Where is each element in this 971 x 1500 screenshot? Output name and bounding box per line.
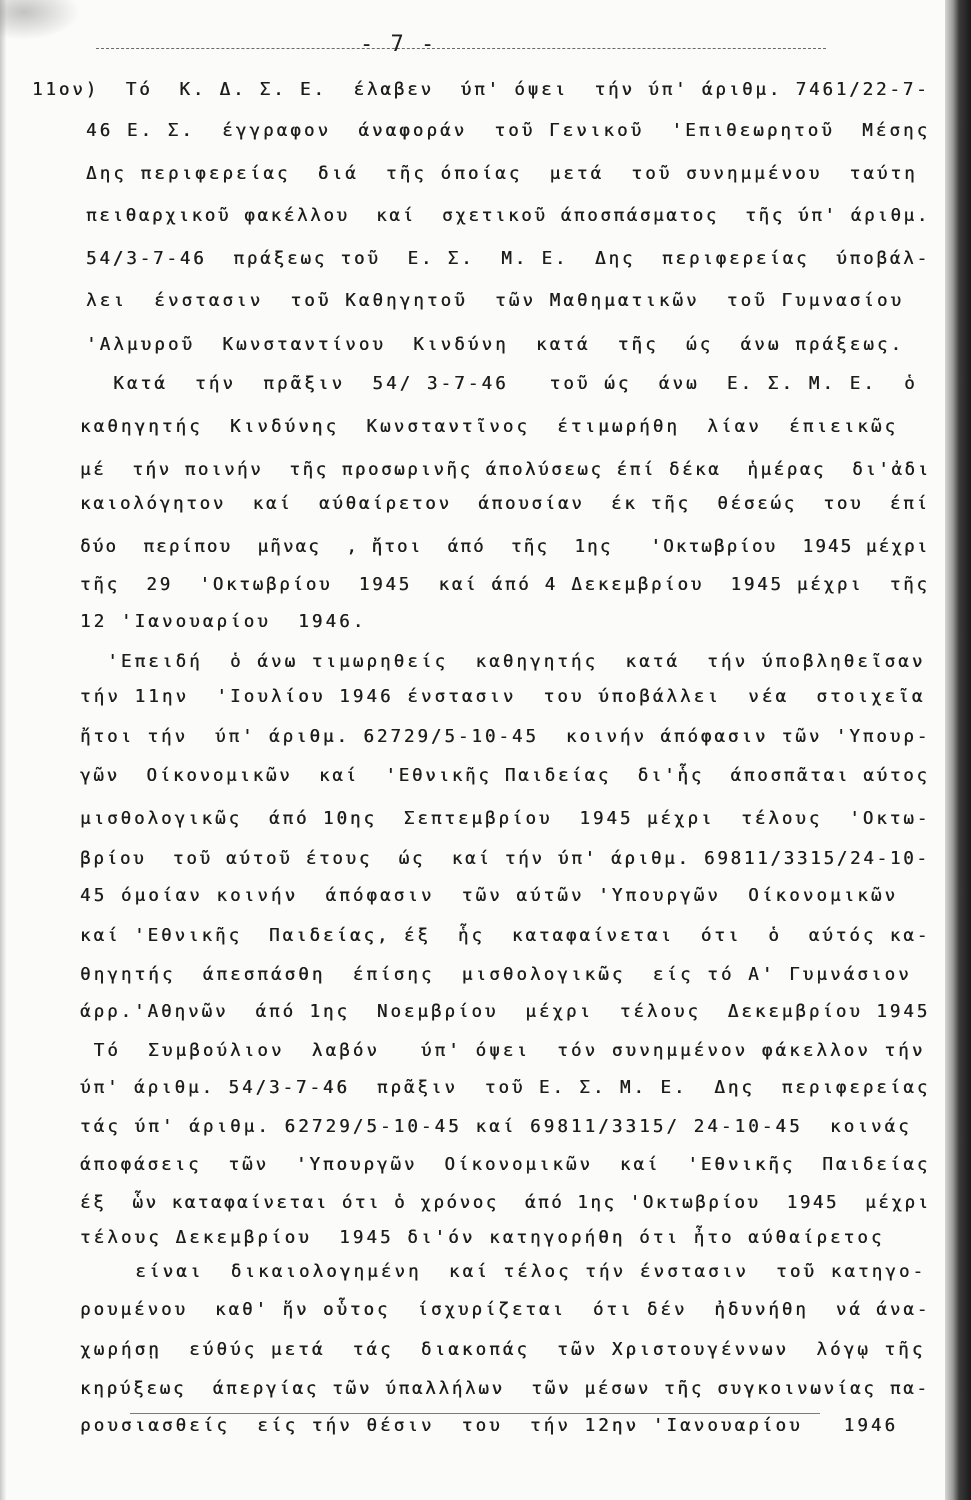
text-line: 45 όμοίαν κοινήν άπόφασιν τῶν αύτῶν 'Υπουργῶν Οίκονομικῶν xyxy=(80,886,899,906)
text-line: χωρήσῃ εύθύς μετά τάς διακοπάς τῶν Χριστουγέννων λόγῳ τῆς xyxy=(80,1340,926,1360)
text-line: 12 'Ιανουαρίου 1946. xyxy=(80,612,367,632)
text-line: Δης περιφερείας διά τῆς όποίας μετά τοῦ συνημμένου ταύτη xyxy=(86,164,918,184)
text-line: έξ ὧν καταφαίνεται ότι ὁ χρόνος άπό 1ης 'Οκτωβρίου 1945 μέχρι xyxy=(80,1193,931,1213)
text-line: μέ τήν ποινήν τῆς προσωρινῆς άπολύσεως έπί δέκα ἡμέρας δι'ἀδι xyxy=(80,460,931,480)
text-line: πειθαρχικοῦ φακέλλου καί σχετικοῦ άποσπάσματος τῆς ύπ' άριθμ. xyxy=(86,206,930,226)
text-line: τῆς 29 'Οκτωβρίου 1945 καί άπό 4 Δεκεμβρίου 1945 μέχρι τῆς xyxy=(80,575,930,595)
text-line: άρρ.'Αθηνῶν άπό 1ης Νοεμβρίου μέχρι τέλους Δεκεμβρίου 1945 xyxy=(80,1002,931,1022)
text-line: τήν 11ην 'Ιουλίου 1946 ένστασιν του ύποβάλλει νέα στοιχεῖα xyxy=(80,687,926,707)
text-line: ρουσιασθείς είς τήν θέσιν του τήν 12ην 'Ιανουαρίου 1946 xyxy=(80,1416,899,1436)
text-line: δύο περίπου μῆνας , ἤτοι άπό τῆς 1ης 'Οκτωβρίου 1945 μέχρι xyxy=(80,537,930,557)
text-line: άποφάσεις τῶν 'Υπουργῶν Οίκονομικῶν καί 'Εθνικῆς Παιδείας xyxy=(80,1155,931,1175)
text-line: βρίου τοῦ αύτοῦ έτους ώς καί τήν ύπ' άριθμ. 69811/3315/24-10- xyxy=(80,849,930,869)
text-line: κηρύξεως άπεργίας τῶν ύπαλλήλων τῶν μέσων τῆς συγκοινωνίας πα- xyxy=(80,1379,930,1399)
right-page-edge xyxy=(945,0,971,1500)
text-line: είναι δικαιολογημένη καί τέλος τήν ένστασιν τοῦ κατηγο- xyxy=(108,1262,927,1282)
text-line: 11ον) Τό Κ. Δ. Σ. Ε. έλαβεν ύπ' όψει τήν ύπ' άριθμ. 7461/22-7- xyxy=(32,80,930,100)
text-line: καί 'Εθνικῆς Παιδείας, έξ ἧς καταφαίνεται ότι ὁ αύτός κα- xyxy=(80,926,931,946)
text-line: καιολόγητον καί αύθαίρετον άπουσίαν έκ τῆς θέσεώς του έπί xyxy=(80,494,930,514)
text-line: γῶν Οίκονομικῶν καί 'Εθνικῆς Παιδείας δι'ἧς άποσπᾶται αύτος xyxy=(80,766,930,786)
text-line: Κατά τήν πρᾶξιν 54/ 3-7-46 τοῦ ώς άνω Ε. Σ. Μ. Ε. ὁ xyxy=(86,374,918,394)
text-line: τάς ύπ' άριθμ. 62729/5-10-45 καί 69811/3315/ 24-10-45 κοινάς xyxy=(80,1117,912,1137)
text-line: καθηγητής Κινδύνης Κωνσταντῖνος έτιμωρήθη λίαν έπιεικῶς xyxy=(80,417,899,437)
page-number: - 7 - xyxy=(360,32,437,57)
text-line: ρουμένου καθ' ἥν οὗτος ίσχυρίζεται ότι δέν ἠδυνήθη νά άνα- xyxy=(80,1300,931,1320)
scan-smudge xyxy=(0,0,80,40)
text-line: 54/3-7-46 πράξεως τοῦ Ε. Σ. Μ. Ε. Δης περιφερείας ύποβάλ- xyxy=(86,249,930,269)
text-line: ἤτοι τήν ύπ' άριθμ. 62729/5-10-45 κοινήν άπόφασιν τῶν 'Υπουρ- xyxy=(80,727,931,747)
text-line: λει ένστασιν τοῦ Καθηγητοῦ τῶν Μαθηματικῶν τοῦ Γυμνασίου xyxy=(86,291,905,311)
bottom-rule xyxy=(130,1413,820,1414)
text-line: 46 Ε. Σ. έγγραφον άναφοράν τοῦ Γενικοῦ 'Επιθεωρητοῦ Μέσης xyxy=(86,121,931,141)
text-line: Τό Συμβούλιον λαβόν ύπ' όψει τόν συνημμένον φάκελλον τήν xyxy=(80,1041,926,1061)
text-line: μισθολογικῶς άπό 10ης Σεπτεμβρίου 1945 μέχρι τέλους 'Οκτω- xyxy=(80,809,931,829)
text-line: θηγητής άπεσπάσθη έπίσης μισθολογικῶς είς τό Α' Γυμνάσιον xyxy=(80,965,912,985)
top-dashed-rule xyxy=(96,48,826,49)
text-line: τέλους Δεκεμβρίου 1945 δι'όν κατηγορήθη ότι ἦτο αύθαίρετος xyxy=(80,1228,885,1248)
left-page-edge xyxy=(0,0,6,1500)
text-line: 'Επειδή ὁ άνω τιμωρηθείς καθηγητής κατά τήν ύποβληθεῖσαν xyxy=(80,652,926,672)
text-line: ύπ' άριθμ. 54/3-7-46 πρᾶξιν τοῦ Ε. Σ. Μ. Ε. Δης περιφερείας xyxy=(80,1078,931,1098)
text-line: 'Αλμυροῦ Κωνσταντίνου Κινδύνη κατά τῆς ώς άνω πράξεως. xyxy=(86,335,905,355)
